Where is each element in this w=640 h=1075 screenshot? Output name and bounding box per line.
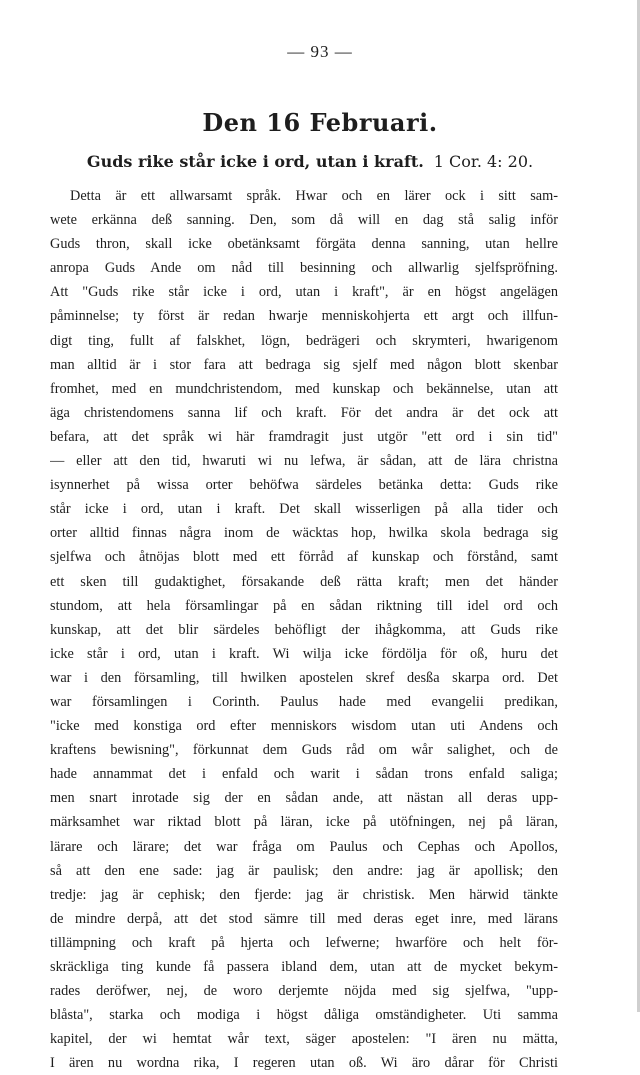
text-line: påminnelse; ty först är redan hwarje menniskohjerta ett argt och illfun- <box>50 308 558 325</box>
text-line: men snart inrotade sig der en sådan ande, att nästan all deras upp- <box>50 790 558 807</box>
text-line: blåsta", starka och modiga i högst dåliga omständigheter. Uti samma <box>50 1007 558 1024</box>
date-heading: Den 16 Februari. <box>202 108 438 137</box>
text-line: wete erkänna deß sanning. Den, som då will en dag stå salig inför <box>50 212 558 229</box>
theme-text: Guds rike står icke i ord, utan i kraft. <box>86 152 424 171</box>
text-line: de mindre derpå, att det stod sämre till med deras eget inre, med lärans <box>50 910 558 927</box>
text-line: skräckliga ting kunde få passera ibland dem, utan att de mycket bekym- <box>50 959 558 975</box>
text-line: "icke med konstiga ord efter menniskors wisdom utan uti Andens och <box>50 718 558 735</box>
text-line: rades deröfwer, nej, de woro derjemte nöjda med sig sjelfwa, "upp- <box>50 983 558 1000</box>
devotional-text <box>50 184 558 1075</box>
text-line: Guds thron, skall icke obetänksamt förgäta denna sanning, utan hellre <box>50 236 558 253</box>
text-line: ett sken till gudaktighet, försakande deß rätta kraft; men det händer <box>50 573 558 590</box>
text-line: war församlingen i Corinth. Paulus hade med evangelii predikan, <box>50 693 558 710</box>
theme-line <box>60 152 560 171</box>
text-line: tillämpning och kraft på hjerta och lefwerne; hwarföre och helt för- <box>50 934 558 951</box>
text-line: fromhet, med en mundchristendom, med kunskap och bekännelse, utan att <box>50 380 558 397</box>
text-line: Att "Guds rike står icke i ord, utan i kraft", är en högst angelägen <box>50 284 558 301</box>
text-line: anropa Guds Ande om nåd till besinning och allwarlig sjelfspröfning. <box>50 260 558 277</box>
text-line: äga christendomens sanna lif och kraft. För det andra är det ock att <box>50 404 558 421</box>
text-line: hade annammat det i enfald och warit i sådan trons enfald saliga; <box>50 766 558 783</box>
text-line: — eller att den tid, hwaruti wi nu lefwa, är sådan, att de lära christna <box>50 453 558 470</box>
text-line: kunskap, att det blir särdeles behöfligt der ihågkomma, att Guds rike <box>50 621 558 638</box>
text-line: befara, att det språk wi här framdragit just utgör "ett ord i sin tid" <box>50 428 558 445</box>
text-line: orter alltid finnas några inom de wäcktas hop, hwilka skola bedraga sig <box>50 525 558 542</box>
text-line: isynnerhet på wissa orter behöfwa särdeles betänka detta: Guds rike <box>50 477 558 494</box>
text-line: märksamhet war riktad blott på läran, icke på utöfningen, nej på läran, <box>50 814 558 831</box>
text-line: sjelfwa och åtnöjas blott med ett förråd af kunskap och förstånd, samt <box>50 549 558 566</box>
text-line: kapitel, der wi hemtat wår text, säger apostelen: "I ären nu mätta, <box>50 1031 558 1048</box>
text-line: man alltid är i stor fara att bedraga sig sjelf med någon blott skenbar <box>50 356 558 373</box>
text-line: I ären nu wordna rika, I regeren utan oß. Wi äro dårar för Christi <box>50 1055 558 1072</box>
page-number: — 93 — <box>287 42 353 61</box>
text-line: står icke i ord, utan i kraft. Det skall wisserligen på alla tider och <box>50 501 558 518</box>
scripture-reference: 1 Cor. 4: 20. <box>433 152 534 171</box>
text-line: digt ting, fullt af falskhet, lögn, bedrägeri och skrymteri, hwarigenom <box>50 332 558 349</box>
text-line: icke står i ord, utan i kraft. Wi wilja icke fördölja för oß, huru det <box>50 645 558 662</box>
text-line: stundom, att hela församlingar på en sådan riktning till idel ord och <box>50 597 558 614</box>
text-line: kraftens bewisning", förkunnat dem Guds råd om wår salighet, och de <box>50 742 558 759</box>
text-line: war i den församling, till hwilken apostelen skref desßa skarpa ord. Det <box>50 669 558 686</box>
text-line: Detta är ett allwarsamt språk. Hwar och en lärer ock i sitt sam- <box>70 188 558 204</box>
text-line: tredje: jag är cephisk; den fjerde: jag är christisk. Men härwid tänkte <box>50 886 558 903</box>
text-line: lärare och lärare; det war fråga om Paulus och Cephas och Apollos, <box>50 838 558 855</box>
text-line: så att den ene sade: jag är paulisk; den andre: jag är apollisk; den <box>50 862 558 879</box>
